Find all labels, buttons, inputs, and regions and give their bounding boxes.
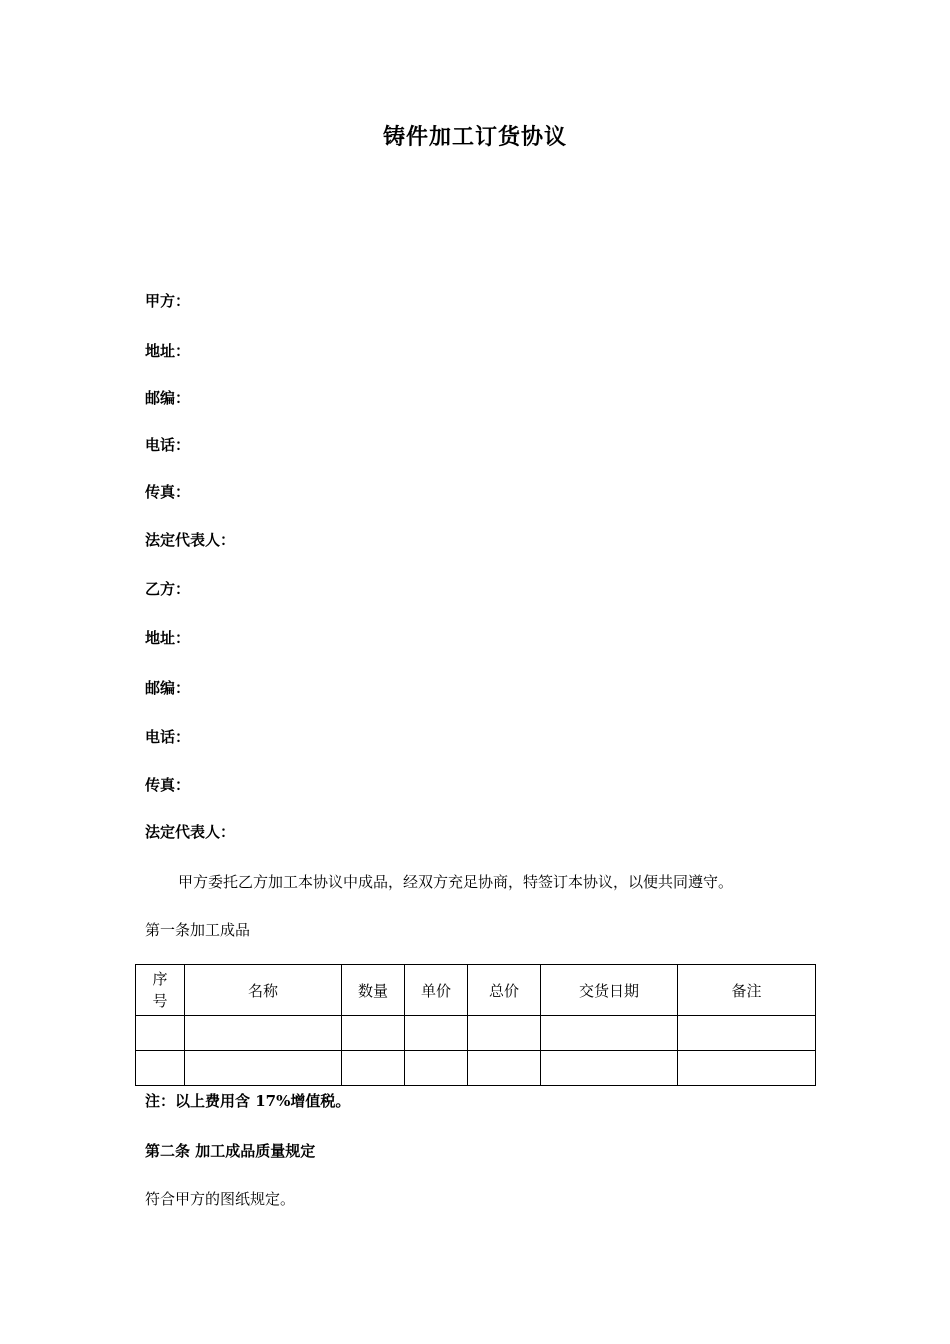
party-a-legal-rep-label: 法定代表人： xyxy=(145,531,236,549)
table-cell xyxy=(342,1016,405,1051)
header-total-price: 总价 xyxy=(468,965,541,1016)
table-cell xyxy=(342,1051,405,1086)
intro-paragraph: 甲方委托乙方加工本协议中成品，经双方充足协商，特签订本协议，以便共同遵守。 xyxy=(178,873,734,891)
table-cell xyxy=(678,1051,816,1086)
table-cell xyxy=(185,1051,342,1086)
header-delivery-date: 交货日期 xyxy=(541,965,678,1016)
tax-note: 注：以上费用含 17%增值税。 xyxy=(145,1092,351,1110)
header-quantity: 数量 xyxy=(342,965,405,1016)
table-cell xyxy=(405,1051,468,1086)
article2-title: 第二条 加工成品质量规定 xyxy=(145,1142,316,1160)
table-header-row xyxy=(136,965,816,1016)
header-remarks: 备注 xyxy=(678,965,816,1016)
header-seq-line1: 序 xyxy=(152,970,168,988)
header-name: 名称 xyxy=(185,965,342,1016)
header-seq xyxy=(136,965,185,1016)
party-a-label: 甲方： xyxy=(145,292,191,310)
table-cell xyxy=(405,1016,468,1051)
party-b-label: 乙方： xyxy=(145,580,191,598)
party-b-legal-rep-label: 法定代表人： xyxy=(145,823,236,841)
table-cell xyxy=(136,1016,185,1051)
party-b-address-label: 地址： xyxy=(145,629,191,647)
goods-table xyxy=(135,964,816,1086)
table-cell xyxy=(185,1016,342,1051)
table-row xyxy=(136,1051,816,1086)
party-b-postcode-label: 邮编： xyxy=(145,679,191,697)
header-seq-line2: 号 xyxy=(152,992,168,1010)
table-cell xyxy=(541,1051,678,1086)
party-a-postcode-label: 邮编： xyxy=(145,389,191,407)
article1-title: 第一条加工成品 xyxy=(145,921,251,939)
document-title: 铸件加工订货协议 xyxy=(382,124,567,150)
table-row xyxy=(136,1016,816,1051)
header-unit-price: 单价 xyxy=(405,965,468,1016)
party-b-fax-label: 传真： xyxy=(145,776,191,794)
table-cell xyxy=(468,1016,541,1051)
party-a-address-label: 地址： xyxy=(145,342,191,360)
party-b-phone-label: 电话： xyxy=(145,728,191,746)
party-a-phone-label: 电话： xyxy=(145,436,191,454)
article2-text: 符合甲方的图纸规定。 xyxy=(145,1190,296,1208)
table-cell xyxy=(468,1051,541,1086)
table-cell xyxy=(678,1016,816,1051)
party-a-fax-label: 传真： xyxy=(145,483,191,501)
table-cell xyxy=(136,1051,185,1086)
table-cell xyxy=(541,1016,678,1051)
